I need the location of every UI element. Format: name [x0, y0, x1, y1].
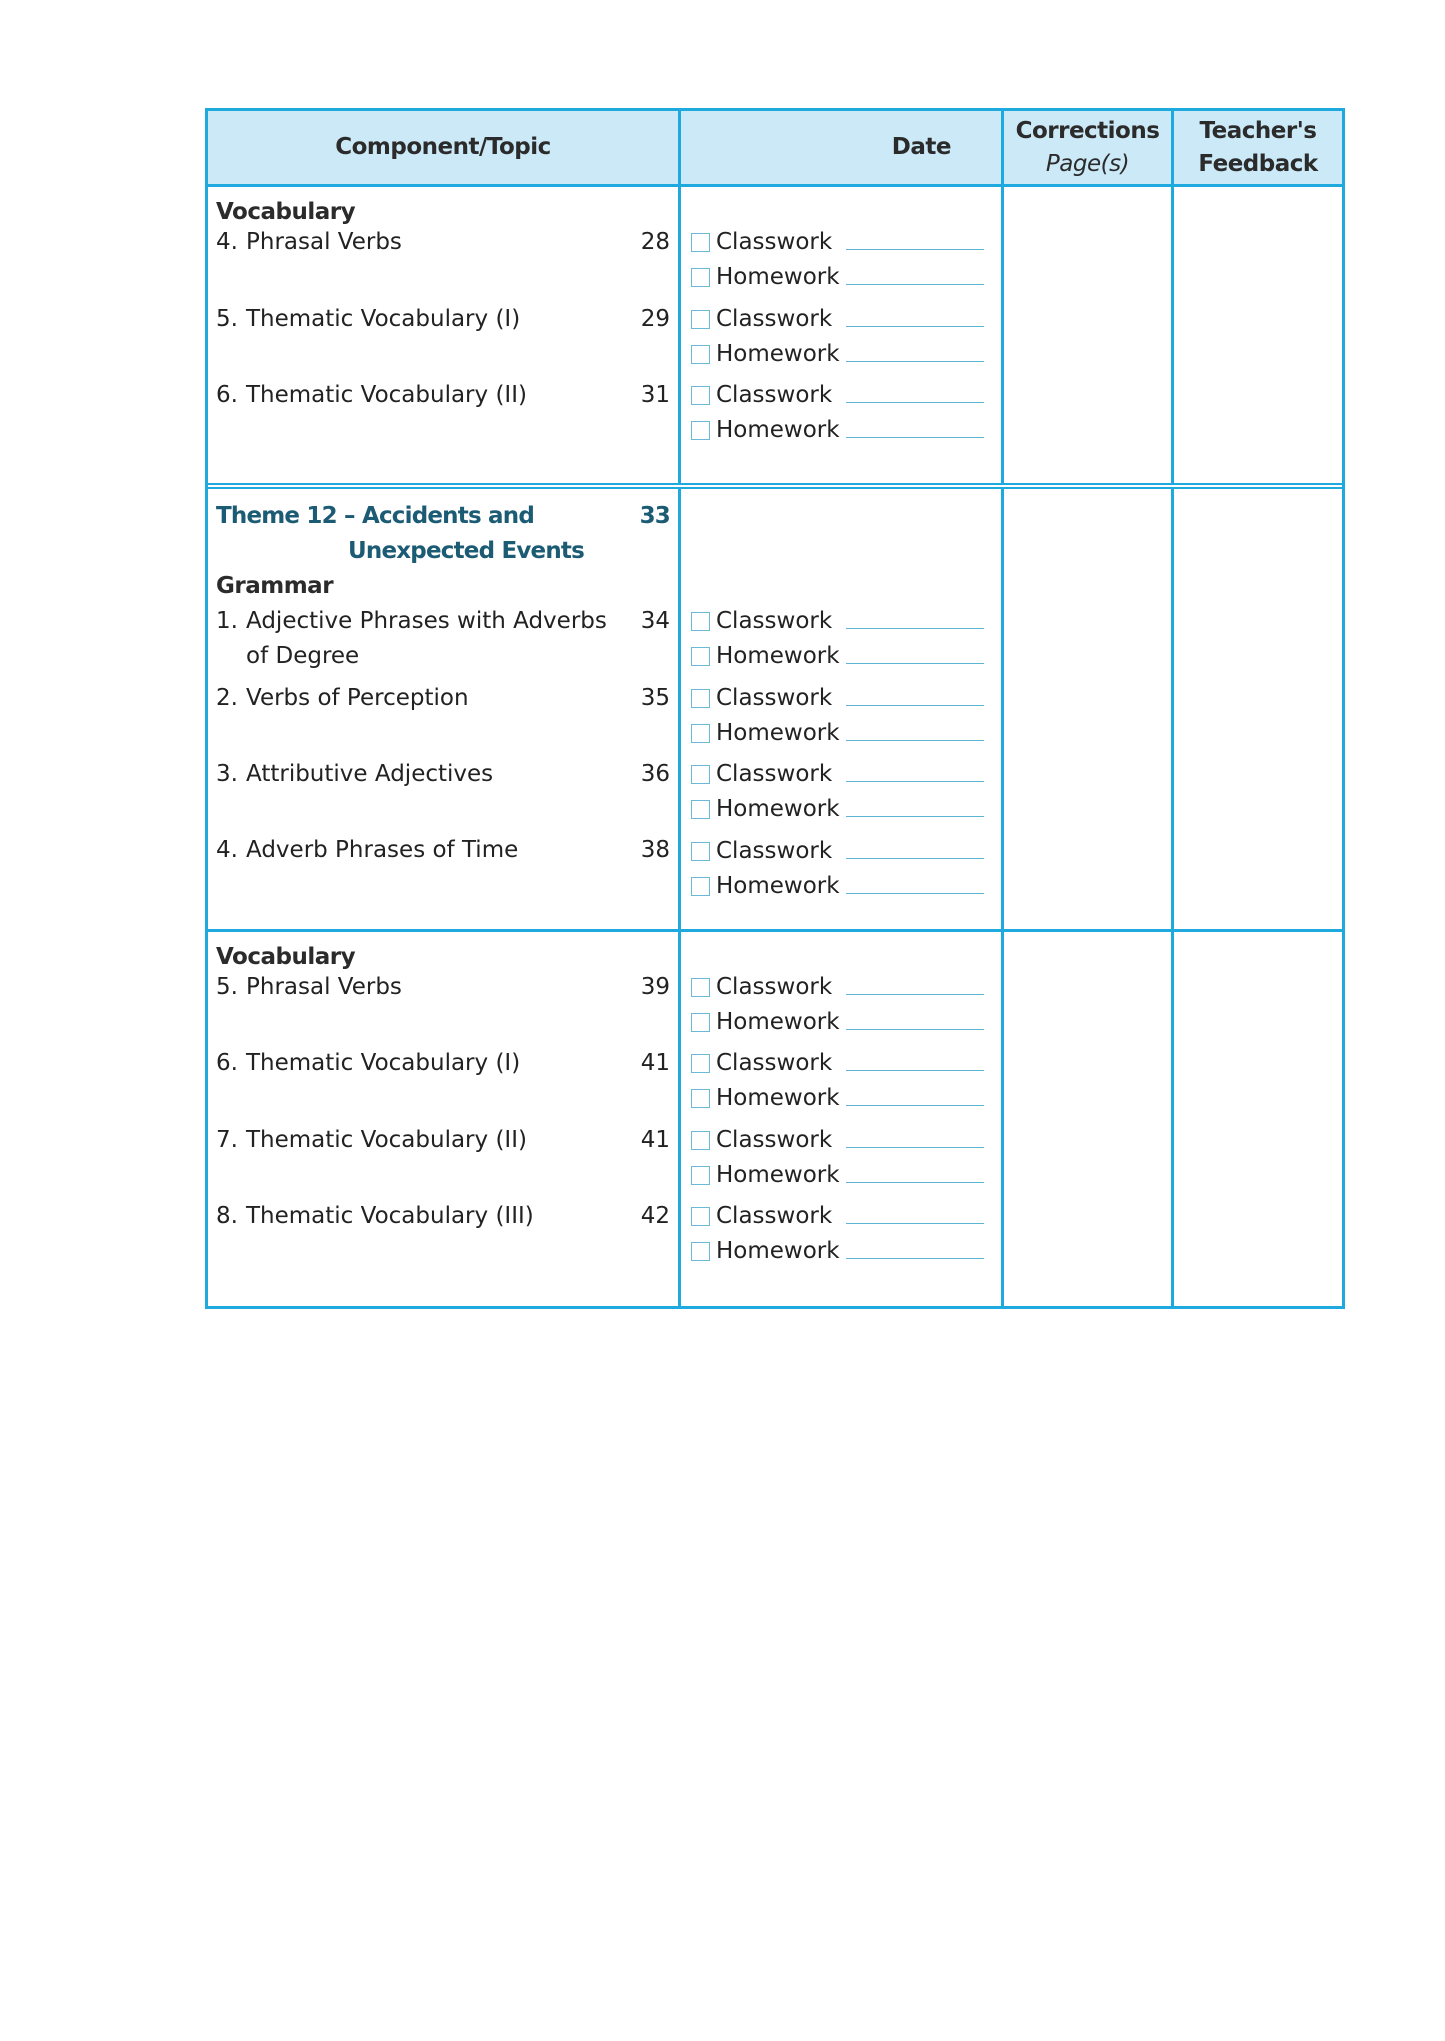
header-date: Date — [681, 111, 1004, 184]
header-feedback — [1174, 111, 1342, 184]
date-line[interactable] — [846, 1258, 984, 1259]
checkbox-icon[interactable] — [691, 386, 710, 405]
section-vocabulary-2 — [208, 932, 1342, 1306]
homework-check[interactable]: Homework — [691, 341, 984, 367]
checkbox-icon[interactable] — [691, 1013, 710, 1032]
topic-page: 35 — [640, 685, 670, 711]
checkbox-icon[interactable] — [691, 647, 710, 666]
date-line[interactable] — [846, 1147, 984, 1148]
checkbox-icon[interactable] — [691, 310, 710, 329]
section-heading: Vocabulary — [216, 199, 356, 225]
topic-item-continuation: of Degree — [246, 643, 360, 669]
checkbox-icon[interactable] — [691, 233, 710, 252]
classwork-check[interactable]: Classwork — [691, 974, 984, 1000]
checkbox-icon[interactable] — [691, 689, 710, 708]
header-feedback-line1: Teacher's — [1199, 117, 1317, 144]
date-line[interactable] — [846, 402, 984, 403]
date-line[interactable] — [846, 994, 984, 995]
header-corrections-title: Corrections — [1015, 117, 1160, 144]
homework-check[interactable]: Homework — [691, 417, 984, 443]
date-line[interactable] — [846, 893, 984, 894]
feedback-cell[interactable] — [1174, 187, 1342, 483]
section-vocabulary-1 — [208, 187, 1342, 489]
header-corrections — [1004, 111, 1174, 184]
checkbox-icon[interactable] — [691, 765, 710, 784]
date-line[interactable] — [846, 1029, 984, 1030]
date-line[interactable] — [846, 284, 984, 285]
topic-item: 6. Thematic Vocabulary (I) — [216, 1050, 521, 1076]
date-line[interactable] — [846, 1105, 984, 1106]
homework-check[interactable]: Homework — [691, 720, 984, 746]
checkbox-icon[interactable] — [691, 1054, 710, 1073]
checkbox-icon[interactable] — [691, 1089, 710, 1108]
classwork-check[interactable]: Classwork — [691, 306, 984, 332]
corrections-cell[interactable] — [1004, 187, 1174, 483]
checkbox-icon[interactable] — [691, 1242, 710, 1261]
theme-title-line2: Unexpected Events — [348, 538, 585, 564]
date-line[interactable] — [846, 705, 984, 706]
topic-page: 36 — [640, 761, 670, 787]
classwork-check[interactable]: Classwork — [691, 382, 984, 408]
checkbox-icon[interactable] — [691, 1166, 710, 1185]
topic-item: 5. Thematic Vocabulary (I) — [216, 306, 521, 332]
date-line[interactable] — [846, 1070, 984, 1071]
classwork-check[interactable]: Classwork — [691, 1127, 984, 1153]
theme-title-line1: Theme 12 – Accidents and — [216, 503, 534, 529]
topic-item: 3. Attributive Adjectives — [216, 761, 494, 787]
feedback-cell[interactable] — [1174, 489, 1342, 929]
progress-table — [205, 108, 1345, 1309]
section-heading: Grammar — [216, 573, 334, 599]
checkbox-icon[interactable] — [691, 877, 710, 896]
theme-page: 33 — [639, 503, 670, 529]
topic-page: 39 — [640, 974, 670, 1000]
date-line[interactable] — [846, 326, 984, 327]
date-line[interactable] — [846, 781, 984, 782]
topic-item: 4. Phrasal Verbs — [216, 229, 402, 255]
date-cell — [681, 187, 1004, 483]
date-line[interactable] — [846, 437, 984, 438]
topic-item: 4. Adverb Phrases of Time — [216, 837, 519, 863]
topic-page: 31 — [640, 382, 670, 408]
date-cell — [681, 932, 1004, 1306]
checkbox-icon[interactable] — [691, 345, 710, 364]
topic-page: 42 — [640, 1203, 670, 1229]
checkbox-icon[interactable] — [691, 612, 710, 631]
date-line[interactable] — [846, 740, 984, 741]
checkbox-icon[interactable] — [691, 421, 710, 440]
corrections-cell[interactable] — [1004, 932, 1174, 1306]
topic-item: 5. Phrasal Verbs — [216, 974, 402, 1000]
classwork-check[interactable]: Classwork — [691, 229, 984, 255]
homework-check[interactable]: Homework — [691, 1238, 984, 1264]
header-corrections-sub: Page(s) — [1045, 150, 1130, 177]
section-theme-12-grammar — [208, 489, 1342, 932]
header-feedback-line2: Feedback — [1198, 150, 1318, 177]
classwork-check[interactable]: Classwork — [691, 838, 984, 864]
corrections-cell[interactable] — [1004, 489, 1174, 929]
checkbox-icon[interactable] — [691, 268, 710, 287]
checkbox-icon[interactable] — [691, 1207, 710, 1226]
date-line[interactable] — [846, 249, 984, 250]
date-line[interactable] — [846, 628, 984, 629]
table-header — [208, 111, 1342, 187]
checkbox-icon[interactable] — [691, 724, 710, 743]
date-line[interactable] — [846, 1182, 984, 1183]
topic-item: 8. Thematic Vocabulary (III) — [216, 1203, 534, 1229]
classwork-check[interactable]: Classwork — [691, 761, 984, 787]
checkbox-icon[interactable] — [691, 800, 710, 819]
homework-check[interactable]: Homework — [691, 1085, 984, 1111]
feedback-cell[interactable] — [1174, 932, 1342, 1306]
classwork-check[interactable]: Classwork — [691, 1050, 984, 1076]
homework-check[interactable]: Homework — [691, 873, 984, 899]
topic-page: 29 — [640, 306, 670, 332]
date-line[interactable] — [846, 361, 984, 362]
checkbox-icon[interactable] — [691, 978, 710, 997]
topic-page: 41 — [640, 1127, 670, 1153]
homework-check[interactable]: Homework — [691, 796, 984, 822]
header-topic: Component/Topic — [208, 111, 681, 184]
homework-check[interactable]: Homework — [691, 1009, 984, 1035]
section-heading: Vocabulary — [216, 944, 356, 970]
classwork-check[interactable]: Classwork — [691, 685, 984, 711]
topic-page: 34 — [640, 608, 670, 634]
date-line[interactable] — [846, 1223, 984, 1224]
date-line[interactable] — [846, 858, 984, 859]
checkbox-icon[interactable] — [691, 842, 710, 861]
classwork-check[interactable]: Classwork — [691, 1203, 984, 1229]
topic-item: 6. Thematic Vocabulary (II) — [216, 382, 527, 408]
date-line[interactable] — [846, 663, 984, 664]
date-cell — [681, 489, 1004, 929]
date-line[interactable] — [846, 816, 984, 817]
topic-item: 1. Adjective Phrases with Adverbs — [216, 608, 607, 634]
topic-item: 2. Verbs of Perception — [216, 685, 469, 711]
topic-item: 7. Thematic Vocabulary (II) — [216, 1127, 527, 1153]
topic-page: 38 — [640, 837, 670, 863]
classwork-check[interactable]: Classwork — [691, 608, 984, 634]
topic-page: 41 — [640, 1050, 670, 1076]
homework-check[interactable]: Homework — [691, 264, 984, 290]
homework-check[interactable]: Homework — [691, 643, 984, 669]
topic-page: 28 — [640, 229, 670, 255]
homework-check[interactable]: Homework — [691, 1162, 984, 1188]
checkbox-icon[interactable] — [691, 1131, 710, 1150]
